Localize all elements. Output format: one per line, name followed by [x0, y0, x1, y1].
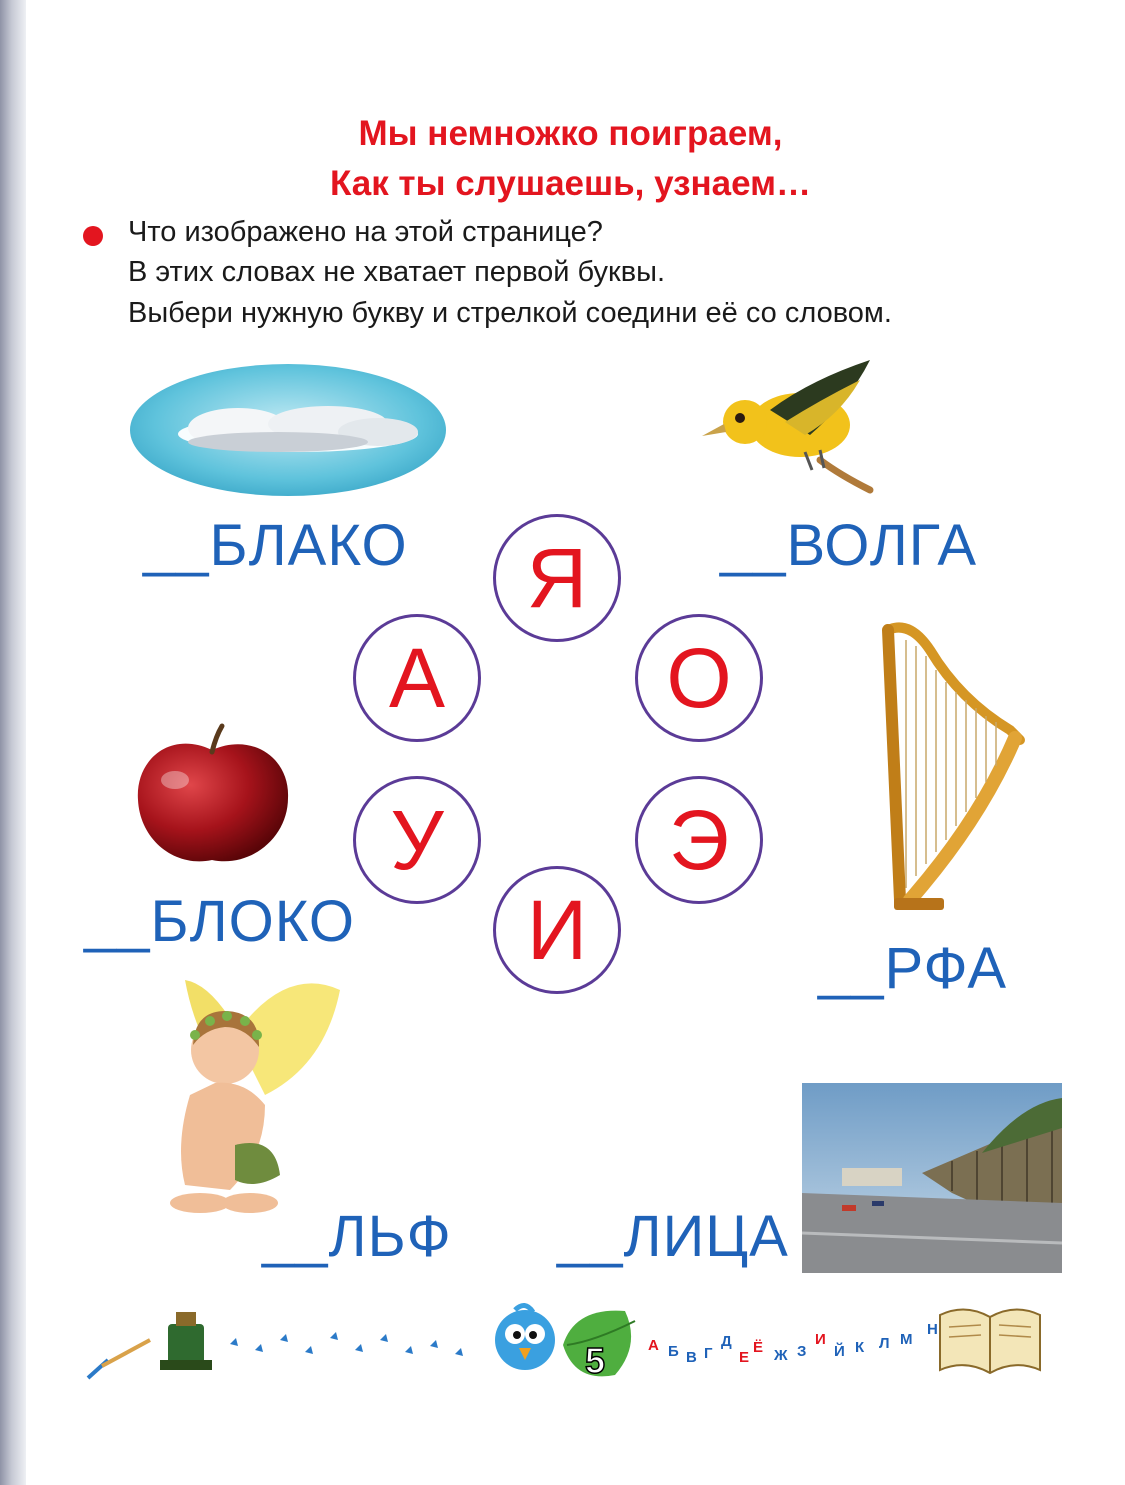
word-ivolga: __ВОЛГА: [720, 513, 978, 578]
alphabet-letter: Ё: [753, 1339, 764, 1356]
letter-o: О: [666, 631, 732, 725]
cloud-picture: [128, 360, 448, 500]
alphabet-letter: В: [686, 1349, 697, 1366]
harp-picture: [870, 620, 1030, 920]
letter-i: И: [526, 883, 588, 977]
letter-circle-a[interactable]: [353, 614, 481, 742]
letter-u: У: [390, 793, 444, 887]
letter-circle-o[interactable]: [635, 614, 763, 742]
elf-fairy-picture: [155, 975, 345, 1225]
word-ulitsa: __ЛИЦА: [557, 1204, 789, 1269]
alphabet-letter: Д: [721, 1333, 732, 1350]
alphabet-letter: Б: [668, 1343, 679, 1360]
page-number: 5: [584, 1340, 606, 1381]
oriole-bird-picture: [700, 340, 880, 500]
alphabet-letter: Е: [739, 1349, 750, 1366]
word-arfa: __РФА: [818, 936, 1008, 1001]
alphabet-letter: И: [815, 1331, 826, 1348]
bird-mascot-icon: [485, 1298, 565, 1378]
instruction-line-3: Выбери нужную букву и стрелкой соедини её со словом.: [128, 297, 892, 329]
apple-picture: [130, 720, 295, 870]
alphabet-letter: Н: [927, 1321, 938, 1338]
alphabet-letter: К: [855, 1339, 865, 1356]
letter-circle-u[interactable]: [353, 776, 481, 904]
word-yabloko: __БЛОКО: [84, 889, 356, 954]
alphabet-letter: Л: [879, 1335, 890, 1352]
footer-inkwell-footprints: [80, 1300, 520, 1390]
alphabet-letter: Ж: [774, 1347, 788, 1364]
alphabet-letter: З: [797, 1343, 807, 1360]
title-line-2: Как ты слушаешь, узнаем…: [329, 164, 812, 203]
letter-ya: Я: [526, 531, 588, 625]
alphabet-letter: Й: [834, 1343, 845, 1360]
alphabet-letter: Г: [704, 1345, 713, 1362]
open-book-icon: [935, 1295, 1045, 1380]
word-elf: __ЛЬФ: [262, 1204, 452, 1269]
letter-circle-ya[interactable]: [493, 514, 621, 642]
book-spine-shadow: [0, 0, 26, 1485]
instruction-line-2: В этих словах не хватает первой буквы.: [128, 256, 665, 288]
letter-circle-e[interactable]: [635, 776, 763, 904]
letter-circle-i[interactable]: [493, 866, 621, 994]
letter-a: А: [388, 631, 446, 725]
word-oblako: __БЛАКО: [143, 513, 408, 578]
bullet-icon: [83, 226, 103, 246]
alphabet-letter: М: [900, 1331, 913, 1348]
letter-e: Э: [668, 793, 730, 887]
street-picture: [802, 1083, 1062, 1273]
title-line-1: Мы немножко поиграем,: [358, 114, 783, 153]
alphabet-letter: А: [648, 1337, 659, 1354]
instruction-line-1: Что изображено на этой странице?: [128, 216, 603, 248]
